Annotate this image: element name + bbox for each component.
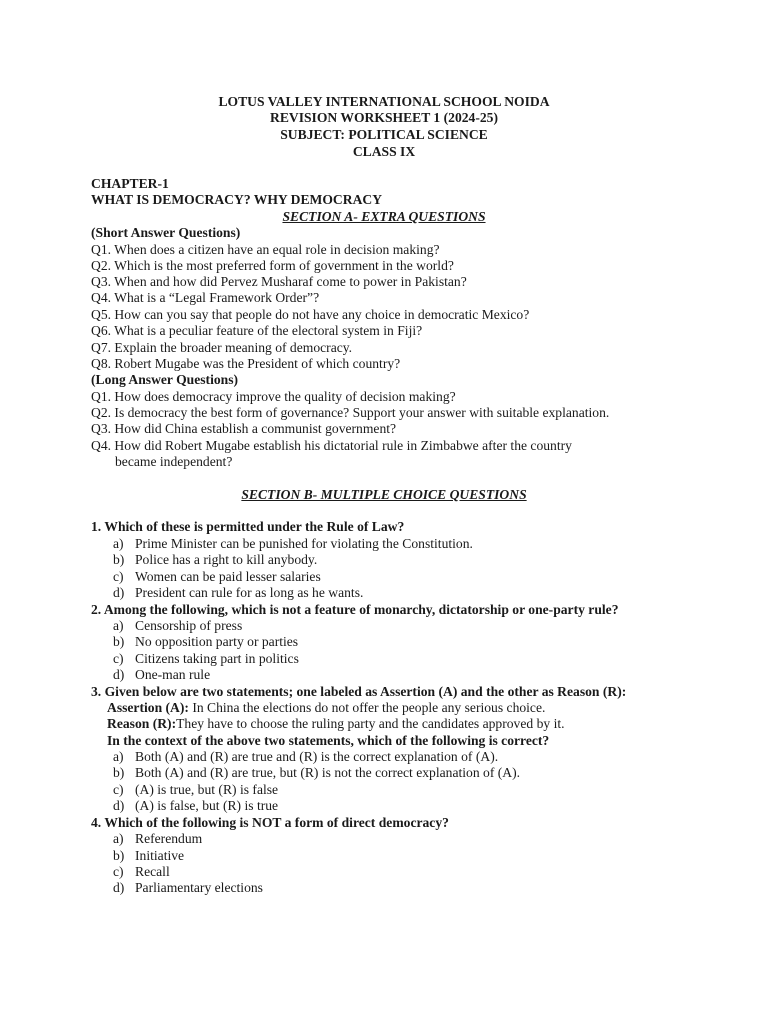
option-letter: b)	[113, 552, 125, 567]
option-text: No opposition party or parties	[135, 634, 299, 649]
option-letter: c)	[113, 864, 124, 879]
mcq-question: 2. Among the following, which is not a feature of monarchy, dictatorship or one-party rule?	[91, 602, 619, 617]
short-answer-heading: (Short Answer Questions)	[91, 225, 241, 240]
option-text: Both (A) and (R) are true and (R) is the correct explanation of (A).	[135, 749, 499, 764]
short-question: Q6. What is a peculiar feature of the electoral system in Fiji?	[91, 323, 423, 338]
option-text: Censorship of press	[135, 618, 243, 633]
option-letter: d)	[113, 798, 125, 813]
mcq-question: 4. Which of the following is NOT a form of direct democracy?	[91, 815, 449, 830]
mcq-question: 1. Which of these is permitted under the Rule of Law?	[91, 519, 405, 534]
option-text: Women can be paid lesser salaries	[135, 569, 321, 584]
option-text: Initiative	[135, 848, 185, 863]
option-text: One-man rule	[135, 667, 211, 682]
long-question: Q4. How did Robert Mugabe establish his dictatorial rule in Zimbabwe after the country	[91, 438, 572, 453]
option-text: Prime Minister can be punished for violating the Constitution.	[135, 536, 473, 551]
chapter-number: CHAPTER-1	[91, 176, 169, 191]
reason-line	[107, 716, 565, 732]
option-text: Referendum	[135, 831, 203, 846]
long-answer-heading: (Long Answer Questions)	[91, 372, 239, 387]
option-letter: d)	[113, 880, 125, 895]
section-b-title: SECTION B- MULTIPLE CHOICE QUESTIONS	[241, 487, 527, 502]
chapter-title: WHAT IS DEMOCRACY? WHY DEMOCRACY	[91, 192, 383, 207]
section-a-title: SECTION A- EXTRA QUESTIONS	[282, 209, 486, 224]
school-name: LOTUS VALLEY INTERNATIONAL SCHOOL NOIDA	[218, 94, 550, 109]
option-letter: a)	[113, 749, 124, 764]
short-question: Q5. How can you say that people do not have any choice in democratic Mexico?	[91, 307, 530, 322]
option-letter: c)	[113, 782, 124, 797]
option-letter: c)	[113, 569, 124, 584]
option-letter: a)	[113, 831, 124, 846]
option-text: Police has a right to kill anybody.	[135, 552, 318, 567]
short-question: Q7. Explain the broader meaning of democracy.	[91, 340, 353, 355]
option-text: Recall	[135, 864, 170, 879]
assertion-line	[107, 700, 545, 716]
option-letter: b)	[113, 634, 125, 649]
assertion-text: In China the elections do not offer the people any serious choice.	[188, 700, 546, 715]
reason-text: They have to choose the ruling party and the candidates approved by it.	[176, 716, 565, 731]
context-question: In the context of the above two statements, which of the following is correct?	[107, 733, 550, 748]
long-question: Q2. Is democracy the best form of governance? Support your answer with suitable explanation.	[91, 405, 610, 420]
option-letter: a)	[113, 536, 124, 551]
short-question: Q1. When does a citizen have an equal role in decision making?	[91, 242, 440, 257]
option-letter: d)	[113, 585, 125, 600]
option-letter: a)	[113, 618, 124, 633]
option-letter: b)	[113, 848, 125, 863]
option-text: President can rule for as long as he wants.	[135, 585, 364, 600]
option-text: Citizens taking part in politics	[135, 651, 299, 666]
subject-line: SUBJECT: POLITICAL SCIENCE	[280, 127, 488, 142]
reason-label: Reason (R):	[107, 716, 177, 731]
option-text: (A) is true, but (R) is false	[135, 782, 279, 797]
mcq-question: 3. Given below are two statements; one labeled as Assertion (A) and the other as Reason (R):	[91, 684, 627, 699]
long-question: Q3. How did China establish a communist government?	[91, 421, 397, 436]
assertion-label: Assertion (A):	[107, 700, 189, 715]
class-line: CLASS IX	[352, 144, 416, 159]
long-question-continuation: became independent?	[115, 454, 233, 469]
option-letter: c)	[113, 651, 124, 666]
option-letter: d)	[113, 667, 125, 682]
option-letter: b)	[113, 765, 125, 780]
worksheet-title: REVISION WORKSHEET 1 (2024-25)	[270, 110, 498, 125]
short-question: Q8. Robert Mugabe was the President of which country?	[91, 356, 401, 371]
option-text: (A) is false, but (R) is true	[135, 798, 279, 813]
option-text: Parliamentary elections	[135, 880, 263, 895]
option-text: Both (A) and (R) are true, but (R) is not the correct explanation of (A).	[135, 765, 521, 780]
short-question: Q4. What is a “Legal Framework Order”?	[91, 290, 320, 305]
short-question: Q2. Which is the most preferred form of government in the world?	[91, 258, 454, 273]
long-question: Q1. How does democracy improve the quality of decision making?	[91, 389, 456, 404]
short-question: Q3. When and how did Pervez Musharaf come to power in Pakistan?	[91, 274, 467, 289]
